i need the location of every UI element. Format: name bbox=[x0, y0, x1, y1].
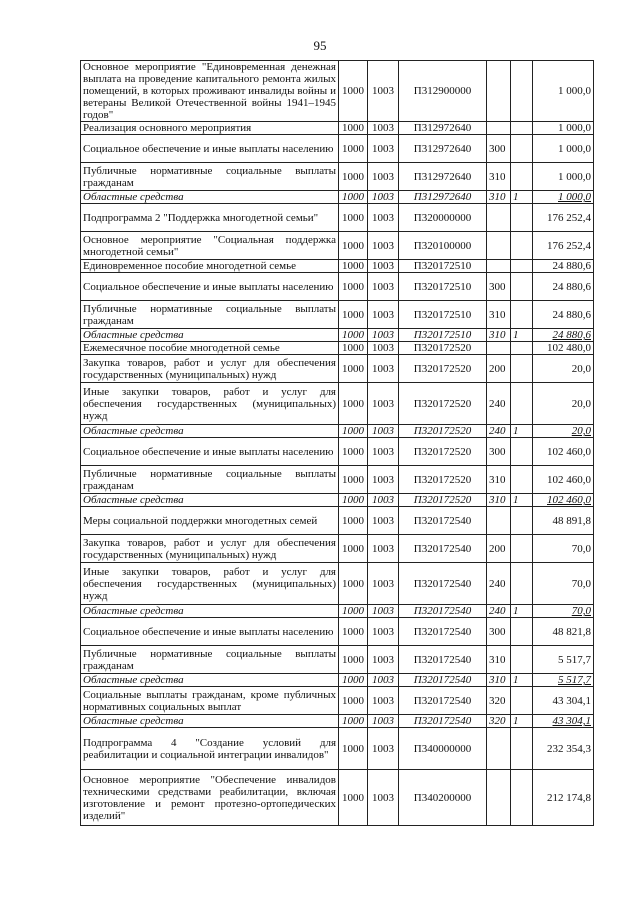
table-row bbox=[81, 232, 594, 260]
table-row bbox=[81, 383, 594, 425]
section-code: 1000 bbox=[339, 674, 368, 687]
subsection-code: 1003 bbox=[368, 163, 399, 191]
subsection-code: 1003 bbox=[368, 438, 399, 466]
row-name: Меры социальной поддержки многодетных семей bbox=[81, 507, 339, 535]
table-row bbox=[81, 674, 594, 687]
row-name: Ежемесячное пособие многодетной семье bbox=[81, 342, 339, 355]
funding-source: 1 bbox=[511, 605, 533, 618]
table-row bbox=[81, 204, 594, 232]
expense-type-code bbox=[487, 507, 511, 535]
row-name: Публичные нормативные социальные выплаты гражданам bbox=[81, 646, 339, 674]
funding-source bbox=[511, 535, 533, 563]
table-row bbox=[81, 466, 594, 494]
table-row bbox=[81, 507, 594, 535]
target-article-code: П320000000 bbox=[399, 204, 487, 232]
section-code: 1000 bbox=[339, 728, 368, 770]
target-article-code: П320172540 bbox=[399, 605, 487, 618]
section-code: 1000 bbox=[339, 687, 368, 715]
table-row bbox=[81, 425, 594, 438]
expense-type-code: 200 bbox=[487, 535, 511, 563]
row-name: Подпрограмма 2 "Поддержка многодетной семьи" bbox=[81, 204, 339, 232]
funding-source bbox=[511, 260, 533, 273]
expense-type-code bbox=[487, 342, 511, 355]
expense-type-code: 310 bbox=[487, 646, 511, 674]
target-article-code: П320172540 bbox=[399, 618, 487, 646]
funding-source bbox=[511, 728, 533, 770]
amount: 1 000,0 bbox=[533, 191, 594, 204]
funding-source bbox=[511, 122, 533, 135]
section-code: 1000 bbox=[339, 425, 368, 438]
amount: 102 460,0 bbox=[533, 438, 594, 466]
amount: 48 821,8 bbox=[533, 618, 594, 646]
amount: 48 891,8 bbox=[533, 507, 594, 535]
table-row bbox=[81, 770, 594, 826]
amount: 5 517,7 bbox=[533, 646, 594, 674]
table-row bbox=[81, 329, 594, 342]
row-name: Закупка товаров, работ и услуг для обеспечения государственных (муниципальных) нужд bbox=[81, 355, 339, 383]
expense-type-code: 310 bbox=[487, 494, 511, 507]
subsection-code: 1003 bbox=[368, 135, 399, 163]
section-code: 1000 bbox=[339, 301, 368, 329]
funding-source bbox=[511, 232, 533, 260]
target-article-code: П312972640 bbox=[399, 163, 487, 191]
table-row bbox=[81, 122, 594, 135]
amount: 176 252,4 bbox=[533, 232, 594, 260]
amount: 20,0 bbox=[533, 355, 594, 383]
amount: 70,0 bbox=[533, 605, 594, 618]
table-row bbox=[81, 605, 594, 618]
section-code: 1000 bbox=[339, 383, 368, 425]
expense-type-code bbox=[487, 232, 511, 260]
expense-type-code: 300 bbox=[487, 135, 511, 163]
subsection-code: 1003 bbox=[368, 715, 399, 728]
table-row bbox=[81, 535, 594, 563]
subsection-code: 1003 bbox=[368, 605, 399, 618]
page-number: 95 bbox=[313, 38, 327, 53]
section-code: 1000 bbox=[339, 605, 368, 618]
amount: 70,0 bbox=[533, 535, 594, 563]
row-name: Областные средства bbox=[81, 191, 339, 204]
row-name: Социальное обеспечение и иные выплаты населению bbox=[81, 618, 339, 646]
target-article-code: П320172510 bbox=[399, 273, 487, 301]
funding-source bbox=[511, 383, 533, 425]
target-article-code: П320172540 bbox=[399, 646, 487, 674]
target-article-code: П340200000 bbox=[399, 770, 487, 826]
subsection-code: 1003 bbox=[368, 618, 399, 646]
subsection-code: 1003 bbox=[368, 646, 399, 674]
funding-source bbox=[511, 770, 533, 826]
target-article-code: П320172520 bbox=[399, 342, 487, 355]
row-name: Социальное обеспечение и иные выплаты населению bbox=[81, 273, 339, 301]
table-row bbox=[81, 687, 594, 715]
amount: 43 304,1 bbox=[533, 687, 594, 715]
amount: 20,0 bbox=[533, 383, 594, 425]
section-code: 1000 bbox=[339, 342, 368, 355]
funding-source: 1 bbox=[511, 329, 533, 342]
table-row bbox=[81, 715, 594, 728]
target-article-code: П340000000 bbox=[399, 728, 487, 770]
expense-type-code bbox=[487, 728, 511, 770]
target-article-code: П320172510 bbox=[399, 329, 487, 342]
subsection-code: 1003 bbox=[368, 770, 399, 826]
section-code: 1000 bbox=[339, 260, 368, 273]
subsection-code: 1003 bbox=[368, 191, 399, 204]
amount: 176 252,4 bbox=[533, 204, 594, 232]
table-row bbox=[81, 260, 594, 273]
subsection-code: 1003 bbox=[368, 674, 399, 687]
funding-source bbox=[511, 618, 533, 646]
section-code: 1000 bbox=[339, 563, 368, 605]
row-name: Социальное обеспечение и иные выплаты населению bbox=[81, 438, 339, 466]
row-name: Областные средства bbox=[81, 674, 339, 687]
table-body bbox=[81, 61, 594, 826]
table-row bbox=[81, 618, 594, 646]
target-article-code: П320172540 bbox=[399, 535, 487, 563]
funding-source bbox=[511, 466, 533, 494]
target-article-code: П320100000 bbox=[399, 232, 487, 260]
table-row bbox=[81, 163, 594, 191]
funding-source: 1 bbox=[511, 674, 533, 687]
row-name: Основное мероприятие "Единовременная денежная выплата на проведение капитального ремонта жилых помещений, в которых проживают инвалиды войны и ветераны Великой Отечественной войны 1941–1945 годов" bbox=[81, 61, 339, 122]
subsection-code: 1003 bbox=[368, 301, 399, 329]
subsection-code: 1003 bbox=[368, 687, 399, 715]
expense-type-code: 310 bbox=[487, 329, 511, 342]
section-code: 1000 bbox=[339, 329, 368, 342]
target-article-code: П320172520 bbox=[399, 466, 487, 494]
expense-type-code: 310 bbox=[487, 163, 511, 191]
funding-source bbox=[511, 135, 533, 163]
row-name: Закупка товаров, работ и услуг для обеспечения государственных (муниципальных) нужд bbox=[81, 535, 339, 563]
funding-source bbox=[511, 438, 533, 466]
amount: 1 000,0 bbox=[533, 61, 594, 122]
expense-type-code: 240 bbox=[487, 605, 511, 618]
expense-type-code: 300 bbox=[487, 438, 511, 466]
target-article-code: П320172540 bbox=[399, 715, 487, 728]
section-code: 1000 bbox=[339, 191, 368, 204]
section-code: 1000 bbox=[339, 438, 368, 466]
section-code: 1000 bbox=[339, 232, 368, 260]
row-name: Реализация основного мероприятия bbox=[81, 122, 339, 135]
amount: 24 880,6 bbox=[533, 301, 594, 329]
subsection-code: 1003 bbox=[368, 232, 399, 260]
section-code: 1000 bbox=[339, 273, 368, 301]
table-row bbox=[81, 646, 594, 674]
target-article-code: П312972640 bbox=[399, 191, 487, 204]
amount: 102 460,0 bbox=[533, 466, 594, 494]
funding-source bbox=[511, 507, 533, 535]
target-article-code: П320172540 bbox=[399, 674, 487, 687]
funding-source bbox=[511, 355, 533, 383]
funding-source bbox=[511, 563, 533, 605]
section-code: 1000 bbox=[339, 494, 368, 507]
funding-source bbox=[511, 204, 533, 232]
funding-source: 1 bbox=[511, 715, 533, 728]
target-article-code: П320172520 bbox=[399, 494, 487, 507]
amount: 24 880,6 bbox=[533, 273, 594, 301]
subsection-code: 1003 bbox=[368, 535, 399, 563]
section-code: 1000 bbox=[339, 770, 368, 826]
subsection-code: 1003 bbox=[368, 342, 399, 355]
table-row bbox=[81, 438, 594, 466]
expense-type-code bbox=[487, 61, 511, 122]
subsection-code: 1003 bbox=[368, 383, 399, 425]
amount: 20,0 bbox=[533, 425, 594, 438]
target-article-code: П320172520 bbox=[399, 438, 487, 466]
section-code: 1000 bbox=[339, 618, 368, 646]
expense-type-code: 320 bbox=[487, 687, 511, 715]
subsection-code: 1003 bbox=[368, 260, 399, 273]
funding-source bbox=[511, 61, 533, 122]
table-row bbox=[81, 135, 594, 163]
target-article-code: П320172540 bbox=[399, 563, 487, 605]
subsection-code: 1003 bbox=[368, 122, 399, 135]
expense-type-code: 240 bbox=[487, 563, 511, 605]
amount: 1 000,0 bbox=[533, 135, 594, 163]
funding-source bbox=[511, 163, 533, 191]
row-name: Областные средства bbox=[81, 605, 339, 618]
expense-type-code: 240 bbox=[487, 425, 511, 438]
amount: 24 880,6 bbox=[533, 260, 594, 273]
target-article-code: П320172520 bbox=[399, 355, 487, 383]
funding-source: 1 bbox=[511, 425, 533, 438]
expense-type-code: 320 bbox=[487, 715, 511, 728]
funding-source: 1 bbox=[511, 494, 533, 507]
section-code: 1000 bbox=[339, 135, 368, 163]
table-row bbox=[81, 563, 594, 605]
amount: 43 304,1 bbox=[533, 715, 594, 728]
row-name: Областные средства bbox=[81, 715, 339, 728]
section-code: 1000 bbox=[339, 204, 368, 232]
table-row bbox=[81, 494, 594, 507]
subsection-code: 1003 bbox=[368, 563, 399, 605]
table-row bbox=[81, 355, 594, 383]
row-name: Иные закупки товаров, работ и услуг для обеспечения государственных (муниципальных) нужд bbox=[81, 563, 339, 605]
expense-type-code: 310 bbox=[487, 674, 511, 687]
amount: 24 880,6 bbox=[533, 329, 594, 342]
funding-source bbox=[511, 687, 533, 715]
row-name: Областные средства bbox=[81, 329, 339, 342]
expense-type-code: 310 bbox=[487, 301, 511, 329]
section-code: 1000 bbox=[339, 507, 368, 535]
subsection-code: 1003 bbox=[368, 355, 399, 383]
row-name: Социальные выплаты гражданам, кроме публичных нормативных социальных выплат bbox=[81, 687, 339, 715]
funding-source bbox=[511, 646, 533, 674]
section-code: 1000 bbox=[339, 646, 368, 674]
expense-type-code bbox=[487, 204, 511, 232]
subsection-code: 1003 bbox=[368, 494, 399, 507]
subsection-code: 1003 bbox=[368, 61, 399, 122]
section-code: 1000 bbox=[339, 163, 368, 191]
target-article-code: П320172540 bbox=[399, 507, 487, 535]
subsection-code: 1003 bbox=[368, 466, 399, 494]
amount: 5 517,7 bbox=[533, 674, 594, 687]
expense-type-code: 200 bbox=[487, 355, 511, 383]
expense-type-code bbox=[487, 260, 511, 273]
row-name: Публичные нормативные социальные выплаты гражданам bbox=[81, 163, 339, 191]
row-name: Областные средства bbox=[81, 425, 339, 438]
section-code: 1000 bbox=[339, 61, 368, 122]
target-article-code: П312900000 bbox=[399, 61, 487, 122]
amount: 102 460,0 bbox=[533, 494, 594, 507]
target-article-code: П312972640 bbox=[399, 122, 487, 135]
table-row bbox=[81, 273, 594, 301]
funding-source bbox=[511, 273, 533, 301]
row-name: Основное мероприятие "Обеспечение инвалидов техническими средствами реабилитации, включая изготовление и ремонт протезно-ортопедических изделий" bbox=[81, 770, 339, 826]
section-code: 1000 bbox=[339, 535, 368, 563]
expense-type-code: 300 bbox=[487, 273, 511, 301]
row-name: Публичные нормативные социальные выплаты гражданам bbox=[81, 301, 339, 329]
target-article-code: П312972640 bbox=[399, 135, 487, 163]
target-article-code: П320172510 bbox=[399, 301, 487, 329]
row-name: Единовременное пособие многодетной семье bbox=[81, 260, 339, 273]
expense-type-code bbox=[487, 770, 511, 826]
table-row bbox=[81, 191, 594, 204]
table-row bbox=[81, 61, 594, 122]
amount: 102 480,0 bbox=[533, 342, 594, 355]
table-row bbox=[81, 301, 594, 329]
expense-type-code bbox=[487, 122, 511, 135]
target-article-code: П320172520 bbox=[399, 383, 487, 425]
row-name: Подпрограмма 4 "Создание условий для реабилитации и социальной интеграции инвалидов" bbox=[81, 728, 339, 770]
target-article-code: П320172520 bbox=[399, 425, 487, 438]
subsection-code: 1003 bbox=[368, 204, 399, 232]
amount: 70,0 bbox=[533, 563, 594, 605]
funding-source bbox=[511, 301, 533, 329]
subsection-code: 1003 bbox=[368, 728, 399, 770]
subsection-code: 1003 bbox=[368, 507, 399, 535]
funding-source: 1 bbox=[511, 191, 533, 204]
amount: 1 000,0 bbox=[533, 122, 594, 135]
section-code: 1000 bbox=[339, 355, 368, 383]
row-name: Иные закупки товаров, работ и услуг для обеспечения государственных (муниципальных) нужд bbox=[81, 383, 339, 425]
section-code: 1000 bbox=[339, 715, 368, 728]
expense-type-code: 300 bbox=[487, 618, 511, 646]
subsection-code: 1003 bbox=[368, 273, 399, 301]
target-article-code: П320172510 bbox=[399, 260, 487, 273]
table-row bbox=[81, 728, 594, 770]
section-code: 1000 bbox=[339, 122, 368, 135]
budget-table bbox=[80, 60, 594, 826]
amount: 1 000,0 bbox=[533, 163, 594, 191]
subsection-code: 1003 bbox=[368, 425, 399, 438]
expense-type-code: 310 bbox=[487, 191, 511, 204]
target-article-code: П320172540 bbox=[399, 687, 487, 715]
row-name: Социальное обеспечение и иные выплаты населению bbox=[81, 135, 339, 163]
amount: 212 174,8 bbox=[533, 770, 594, 826]
subsection-code: 1003 bbox=[368, 329, 399, 342]
table-row bbox=[81, 342, 594, 355]
expense-type-code: 240 bbox=[487, 383, 511, 425]
row-name: Основное мероприятие "Социальная поддержка многодетной семьи" bbox=[81, 232, 339, 260]
section-code: 1000 bbox=[339, 466, 368, 494]
row-name: Публичные нормативные социальные выплаты гражданам bbox=[81, 466, 339, 494]
expense-type-code: 310 bbox=[487, 466, 511, 494]
amount: 232 354,3 bbox=[533, 728, 594, 770]
row-name: Областные средства bbox=[81, 494, 339, 507]
funding-source bbox=[511, 342, 533, 355]
